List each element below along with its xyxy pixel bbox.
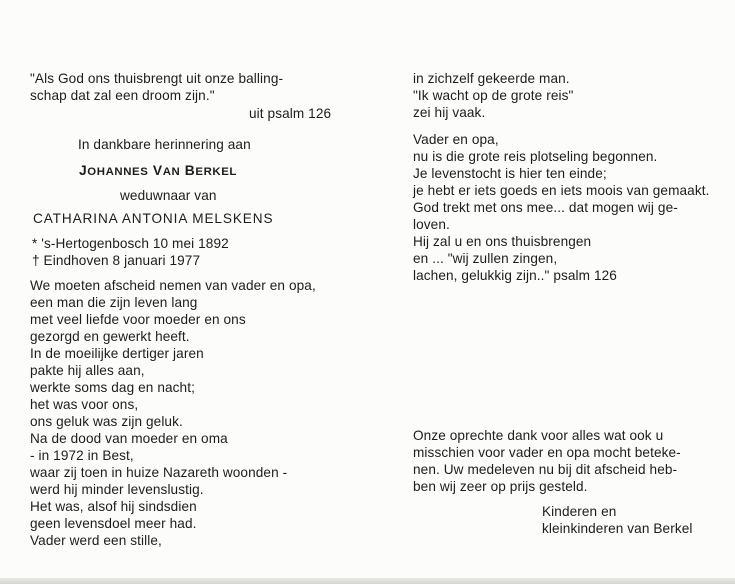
continuation-line: in zichzelf gekeerde man. (413, 71, 570, 86)
eulogy-line: - in 1972 in Best, (30, 448, 134, 463)
signature-line: Kinderen en (542, 504, 617, 519)
eulogy-line: We moeten afscheid nemen van vader en opa, (30, 278, 316, 293)
eulogy-line: het was voor ons, (30, 397, 139, 412)
poem-line: Je levenstocht is hier ten einde; (413, 166, 607, 181)
eulogy-line: ons geluk was zijn geluk. (30, 414, 183, 429)
eulogy-line: waar zij toen in huize Nazareth woonden - (30, 465, 288, 480)
poem-line: loven. (413, 217, 450, 232)
death-line: † Eindhoven 8 januari 1977 (32, 253, 201, 268)
eulogy-line: werd hij minder levenslustig. (30, 482, 204, 497)
signature-line: kleinkinderen van Berkel (542, 521, 693, 536)
poem-line: lachen, gelukkig zijn.." psalm 126 (413, 268, 617, 283)
spouse-name: CATHARINA ANTONIA MELSKENS (33, 211, 274, 226)
eulogy-line: Vader werd een stille, (30, 533, 162, 548)
card-edge (0, 578, 735, 584)
continuation-line: zei hij vaak. (413, 105, 486, 120)
poem-line: Hij zal u en ons thuisbrengen (413, 234, 592, 249)
eulogy-line: werkte soms dag en nacht; (30, 380, 195, 395)
thanks-line: ben wij zeer op prijs gesteld. (413, 479, 588, 494)
eulogy-line: gezorgd en gewerkt heeft. (30, 329, 190, 344)
eulogy-line: met veel liefde voor moeder en ons (30, 312, 246, 327)
thanks-line: misschien voor vader en opa mocht beteke- (413, 445, 681, 460)
poem-line: je hebt er iets goeds en iets moois van gemaakt. (413, 183, 710, 198)
eulogy-line: Na de dood van moeder en oma (30, 431, 228, 446)
quote-source: uit psalm 126 (249, 106, 332, 121)
continuation-line: "Ik wacht op de grote reis" (413, 88, 574, 103)
thanks-line: Onze oprechte dank voor alles wat ook u (413, 428, 664, 443)
widower-text: weduwnaar van (120, 188, 217, 203)
deceased-name: JOHANNES VAN BERKEL (79, 163, 237, 178)
poem-line: God trekt met ons mee... dat mogen wij ge- (413, 200, 678, 215)
eulogy-line: een man die zijn leven lang (30, 295, 198, 310)
opening-quote-line: "Als God ons thuisbrengt uit onze balling- (30, 71, 284, 86)
remembrance-text: In dankbare herinnering aan (78, 137, 251, 152)
opening-quote-line: schap dat zal een droom zijn." (30, 88, 215, 103)
poem-line: nu is die grote reis plotseling begonnen. (413, 149, 658, 164)
thanks-line: nen. Uw medeleven nu bij dit afscheid heb- (413, 462, 678, 477)
eulogy-line: In de moeilijke dertiger jaren (30, 346, 204, 361)
poem-line: en ... "wij zullen zingen, (413, 251, 558, 266)
birth-line: * 's-Hertogenbosch 10 mei 1892 (32, 236, 229, 251)
eulogy-line: pakte hij alles aan, (30, 363, 145, 378)
eulogy-line: geen levensdoel meer had. (30, 516, 197, 531)
poem-line: Vader en opa, (413, 132, 499, 147)
eulogy-line: Het was, alsof hij sindsdien (30, 499, 197, 514)
